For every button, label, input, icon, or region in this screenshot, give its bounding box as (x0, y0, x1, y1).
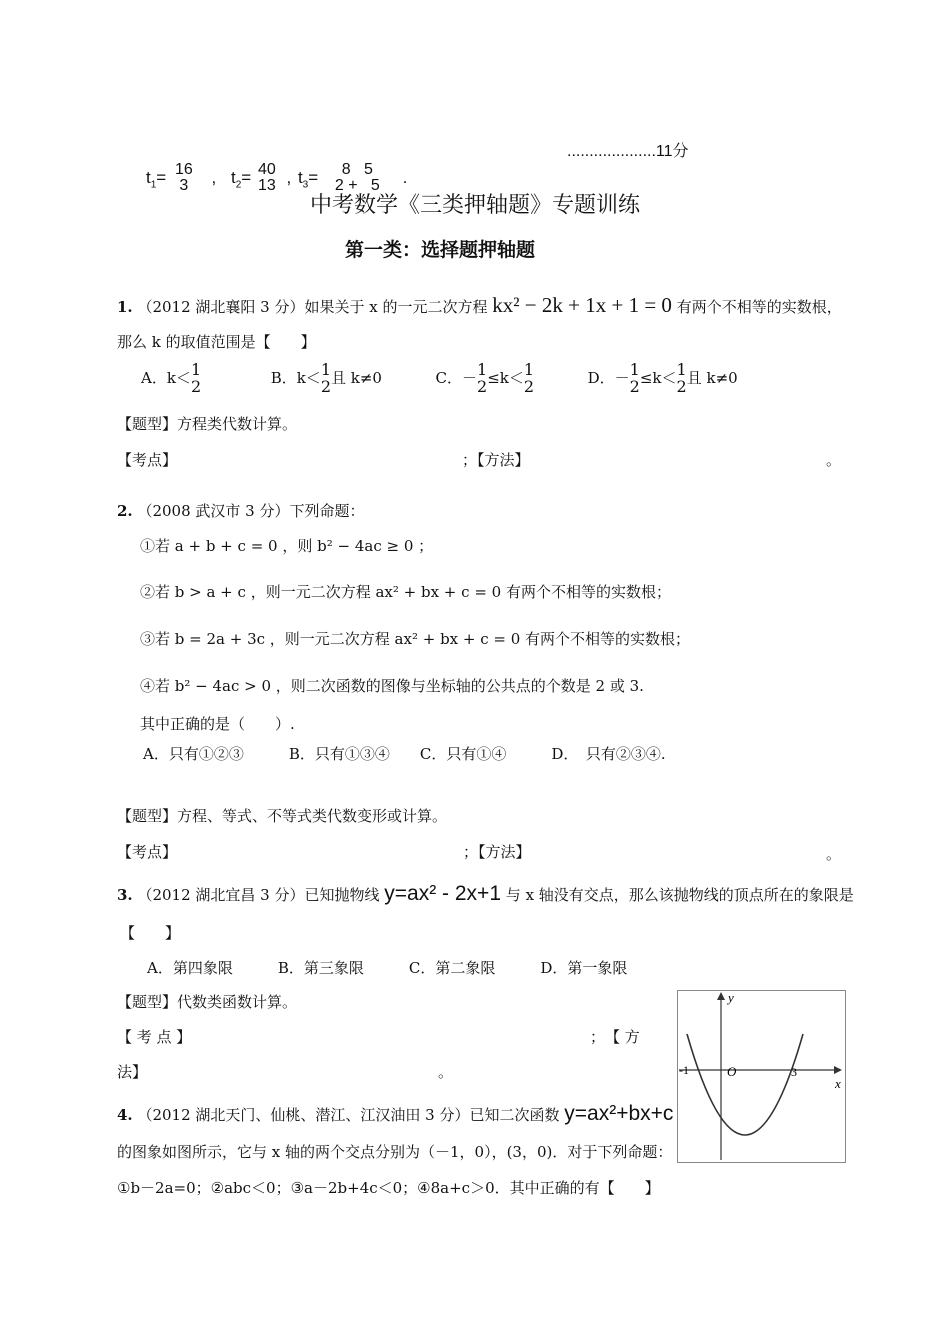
q4-line1 (117, 1102, 673, 1126)
t1-fraction: 16 3 (174, 160, 193, 195)
q2-fangfa: ；【方法】 (463, 843, 531, 861)
q3-fangfa-cont: 法】 (117, 1063, 148, 1081)
t1-label: $t_1=$ (146, 167, 167, 191)
t3-label: $t_3=$ (297, 167, 319, 191)
q4-source: （2012 湖北天门、仙桃、潜江、江汉油田 3 分） (137, 1106, 470, 1124)
q1-options (141, 362, 738, 396)
parabola-figure (677, 990, 847, 1164)
q1-option-a: A．k＜ 1 2 (141, 360, 202, 396)
q2-options: A．只有①②③ B．只有①③④ C．只有①④ D． 只有②③④. (143, 745, 666, 763)
q1-kaodian: 【考点】 (117, 451, 178, 469)
q1-line2: 那么 k 的取值范围是【 】 (117, 333, 316, 351)
q1-text-a: 如果关于 x 的一元二次方程 (304, 298, 488, 316)
q1-option-c: C．－ 1 2 ≤k＜ 1 2 (435, 360, 535, 396)
q3-fangfa: ； 【 方 (590, 1028, 640, 1046)
q1-end: 。 (826, 451, 842, 469)
q3-kaodian: 【 考 点 】 (117, 1028, 192, 1046)
q1-option-b: B．k＜ 1 2 且 k≠0 (270, 360, 382, 396)
left-root-label: -1 (679, 1063, 689, 1077)
score-note: ....................11分 (567, 143, 689, 160)
q3-line1 (117, 882, 854, 906)
q3-end: 。 (438, 1063, 454, 1081)
t3-fraction: 8 5 2 + 5 (334, 160, 380, 195)
q3-text-a: 已知抛物线 (304, 886, 380, 904)
q3-text-b: 与 x 轴没有交点，那么该抛物线的顶点所在的象限是 (505, 886, 854, 904)
q2-text: 下列命题： (289, 502, 365, 520)
q2-statement-3: ③若 b = 2a + 3c ，则一元二次方程 ax² + bx + c = 0 有两个不相等的实数根； (140, 630, 691, 648)
q4-line2: 的图象如图所示，它与 x 轴的两个交点分别为（－1，0），(3，0)．对于下列命题： (117, 1143, 673, 1161)
q2-statement-1: ①若 a + b + c = 0 ，则 b² − 4ac ≥ 0 ； (140, 537, 434, 555)
q2-end: 。 (826, 845, 842, 863)
q1-number: 1. (117, 298, 133, 316)
q2-statement-2: ②若 b > a + c ，则一元二次方程 ax² + bx + c = 0 有两个不相等的实数根； (140, 583, 671, 601)
q1-formula: kx² − 2k + 1x + 1 = 0 (492, 293, 672, 317)
q3-number: 3. (117, 886, 133, 904)
q2-statement-4: ④若 b² − 4ac > 0 ，则二次函数的图像与坐标轴的公共点的个数是 2 或 3. (140, 677, 644, 695)
q1-option-d: D．－ 1 2 ≤k＜ 1 2 且 k≠0 (587, 360, 738, 396)
q2-kaodian: 【考点】 (117, 843, 178, 861)
t-values-line: $t_1=$ 16 3 , $t_2=$ 40 13 , $t_3=$ 8 5 2 + 5 . (146, 128, 407, 229)
figure-frame (678, 991, 846, 1163)
q3-source: （2012 湖北宜昌 3 分） (137, 886, 305, 904)
t2-label: $t_2=$ (230, 167, 252, 191)
section-title: 第一类：选择题押轴题 (344, 239, 535, 261)
q3-options: A．第四象限 B．第三象限 C．第二象限 D．第一象限 (147, 959, 628, 977)
page-title: 中考数学《三类押轴题》专题训练 (309, 193, 640, 218)
q3-bracket: 【 】 (120, 924, 181, 942)
q1-text-b: 有两个不相等的实数根， (676, 298, 842, 316)
q2-type: 【题型】方程、等式、不等式类代数变形或计算。 (117, 807, 448, 825)
q3-formula: y=ax² - 2x+1 (384, 882, 502, 905)
q3-type: 【题型】代数类函数计算。 (117, 993, 298, 1011)
q1-fangfa: ；【方法】 (462, 451, 530, 469)
q2-line1 (117, 500, 365, 521)
q4-formula: y=ax²+bx+c (564, 1102, 674, 1125)
q4-line3: ①b－2a=0；②abc＜0；③a－2b+4c＜0；④8a+c＞0．其中正确的有【 】 (117, 1179, 660, 1197)
q2-number: 2. (117, 502, 133, 520)
q4-number: 4. (117, 1106, 133, 1124)
q2-source: （2008 武汉市 3 分） (137, 502, 290, 520)
q2-ask: 其中正确的是（ ）. (140, 715, 295, 733)
q1-type: 【题型】方程类代数计算。 (117, 415, 298, 433)
q4-text-a: 已知二次函数 (469, 1106, 560, 1124)
x-axis-label: x (835, 1076, 841, 1091)
right-root-label: 3 (791, 1065, 797, 1079)
origin-label: O (727, 1064, 737, 1079)
t2-fraction: 40 13 (257, 160, 276, 195)
q1-line1 (117, 293, 842, 318)
y-axis-label: y (728, 990, 734, 1005)
q1-source: （2012 湖北襄阳 3 分） (137, 298, 305, 316)
